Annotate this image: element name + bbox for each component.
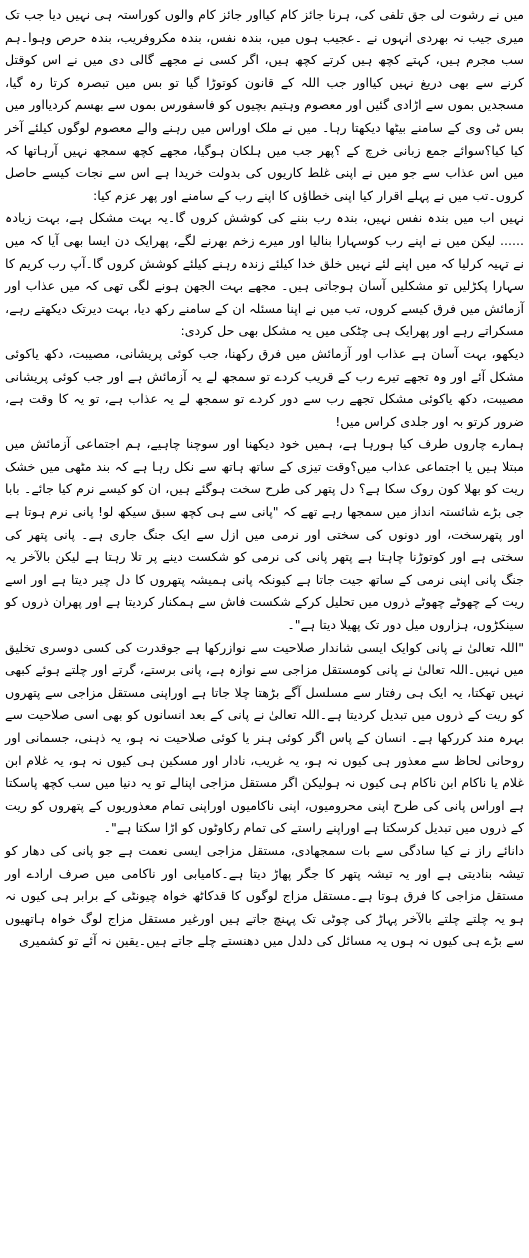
paragraph-trial-vs-punishment: دیکھو، بہت آسان ہے عذاب اور آزمائش میں فرق رکھنا، جب کوئی پریشانی، مصیبت، دکھ یاکوئی مشکل آئے اور وہ تجھے تیرے رب کے قریب کردے تو سمجھ لے یہ آزمائش ہے اور جب کوئی پریشانی مصیبت، دکھ یاکوئی مشکل تجھے رب سے دور کردے تو سمجھ لے یہ عذاب ہے، تو یہ کا وقت ہے، ضرور کرتو بہ اور جلدی کراس میں! <box>5 345 524 429</box>
paragraph-perseverance-quote: "اللہ تعالیٰ نے پانی کوایک ایسی شاندار صلاحیت سے نوازرکھا ہے جوقدرت کی کسی دوسری تخلیق میں نہیں۔اللہ تعالیٰ نے پانی کومستقل مزاجی سے نوازہ ہے، پانی برستے، گرتے اور چلتے ہوئے کبھی نہیں تھکتا، یہ ایک ہی رفتار سے مسلسل آگے بڑھتا چلا جاتا ہے اوراپنی مستقل مزاجی سے پتھروں کو ریت کے ذروں میں تبدیل کردیتا ہے۔اللہ تعالیٰ نے پانی کے بعد انسانوں کو بھی اسی صلاحیت سے بہرہ مند کررکھا ہے۔ انسان کے پاس اگر کوئی ہنر یا کوئی صلاحیت نہ ہو، یہ ذہنی، جسمانی اور روحانی لحاظ سے معذور ہی کیوں نہ ہو، یہ غریب، نادار اور مسکین ہی کیوں نہ ہو، یہ غلام ابن غلام یا ناکام ابن ناکام ہی کیوں نہ ہولیکن اگر مستقل مزاجی اپنالے تو یہ دنیا میں سب کچھ پاسکتا ہے اوراس پانی کی طرح اپنی محرومیوں، اپنی ناکامیوں اوراپنی تمام معذوریوں کے پتھروں کو ریت کے ذروں میں تبدیل کرسکتا ہے اوراپنے راستے کی تمام رکاوٹوں کو اڑا سکتا ہے"۔ <box>5 639 524 836</box>
paragraph-water-and-stone: ہمارے چاروں طرف کیا ہورہا ہے، ہمیں خود دیکھنا اور سوچنا چاہیے، ہم اجتماعی آزمائش میں مبتلا ہیں یا اجتماعی عذاب میں؟وقت تیزی کے ساتھ ہاتھ سے نکل رہا ہے کہ بند مٹھی میں خشک ریت کو بھلا کون روک سکا ہے؟ دل پتھر کی طرح سخت ہوگئے ہیں، ان کو کیسے نرم کیا جائے۔ بابا جی بڑے شائستہ انداز میں سمجھا رہے تھے کہ "پانی سے ہی کچھ سبق سیکھ لو! پانی نرم ہوتا ہے اور پتھرسخت، اور دونوں کی سختی اور نرمی میں ازل سے ایک جنگ جاری ہے۔ پانی پتھر کی سختی ہے اور کوتوڑنا چاہتا ہے پتھر پانی کی نرمی کو شکست دینے پر تلا رہتا ہے لیکن بالآخر یہ جنگ پانی اپنی نرمی کے ساتھ جیت جاتا ہے کیونکہ پانی ہمیشہ پتھروں کا دل چیر دیتا ہے اور اسے ریت کے چھوٹے چھوٹے ذروں میں تحلیل کرکے شکست فاش سے ہمکنار کردیتا ہے اور پھران ذروں کو سینکڑوں، ہزاروں میل دور تک پھیلا دیتا ہے"۔ <box>5 436 524 633</box>
paragraph-confession: میں نے رشوت لی جق تلفی کی، ہرنا جائز کام کیااور جائز کام والوں کوراستہ ہی نہیں دیا جب تک میری جیب نہ بھردی انہوں نے ۔عجیب ہوں میں، بندہ نفس، بندہ مکروفریب، بندہ حرص وہوا۔ہم سب مجرم ہیں، کہتے کچھ ہیں کرتے کچھ ہیں، اگر کسی نے مجھے گالی دی میں نے اس کوقتل کرنے سے بھی دریغ نہیں کیااور جب اللہ کے قانون کوتوڑا گیا تو بس میں تبصرہ کرتا رہ گیا، مسجدیں بموں سے اڑادی گئیں اور معصوم وہتیم بچیوں کو فاسفورس بموں سے بھسم کردیااور میں بس ٹی وی کے سامنے بیٹھا دیکھتا رہا۔ میں نے ملک اوراس میں رہنے والے معصوم لوگوں کیلئے آخر کیا کیا؟سوائے جمع زبانی خرچ کے ؟پھر جب میں ہلکان ہوگیا، مجھے کچھ سمجھ نہیں آرہاتھا کہ میں اس عذاب سے جو میں نے اپنی غلط کاریوں کی بدولت خریدا ہے اس سے نجات کیسے حاصل کروں۔تب میں نے پہلے اقرار کیا اپنی خطاؤں کا اپنے رب کے سامنے اور پھر عزم کیا: <box>5 7 524 203</box>
paragraph-resolve: نہیں اب میں بندہ نفس نہیں، بندہ رب بننے کی کوشش کروں گا۔یہ بہت مشکل ہے، بہت زیادہ ...... لیکن میں نے اپنے رب کوسہارا بنالیا اور میرے زخم بھرنے لگے، پھرایک دن ایسا بھی آیا کہ میں نے تہیہ کرلیا کہ میں اپنے لئے نہیں خلق خدا کیلئے زندہ رہنے کیلئے کوشش کروں گا۔آپ رب کریم کا سہارا پکڑلیں تو مشکلیں آسان ہوجاتی ہیں۔ مجھے بہت الجھن ہونے لگی تھی کہ میں عذاب اور آزمائش میں فرق کیسے کروں، تب میں نے اپنا مسئلہ ان کے سامنے رکھ دیا، بہت دیرتک دیکھتے رہے، مسکراتے رہے اور پھرایک ہی چٹکی میں یہ مشکل بھی حل کردی: <box>5 210 524 339</box>
paragraph-conclusion: دانائے راز نے کیا سادگی سے بات سمجھادی، مستقل مزاجی ایسی نعمت ہے جو پانی کی دھار کو تیشہ بنادیتی ہے اور یہ تیشہ پتھر کا جگر پھاڑ دیتا ہے۔کامیابی اور ناکامی میں صرف ارادے اور مستقل مزاجی کا فرق ہوتا ہے۔مستقل مزاج لوگوں کا قدکاٹھ خواہ چیونٹی کے برابر ہی کیوں نہ ہو یہ چلتے چلتے بالآخر پہاڑ کی چوٹی تک پہنچ جاتے ہیں اورغیر مستقل مزاج لوگ خواہ ہاتھیوں سے بڑے ہی کیوں نہ ہوں یہ مسائل کی دلدل میں دھنستے چلے جاتے ہیں۔یقین نہ آئے تو کشمیری <box>5 842 524 949</box>
